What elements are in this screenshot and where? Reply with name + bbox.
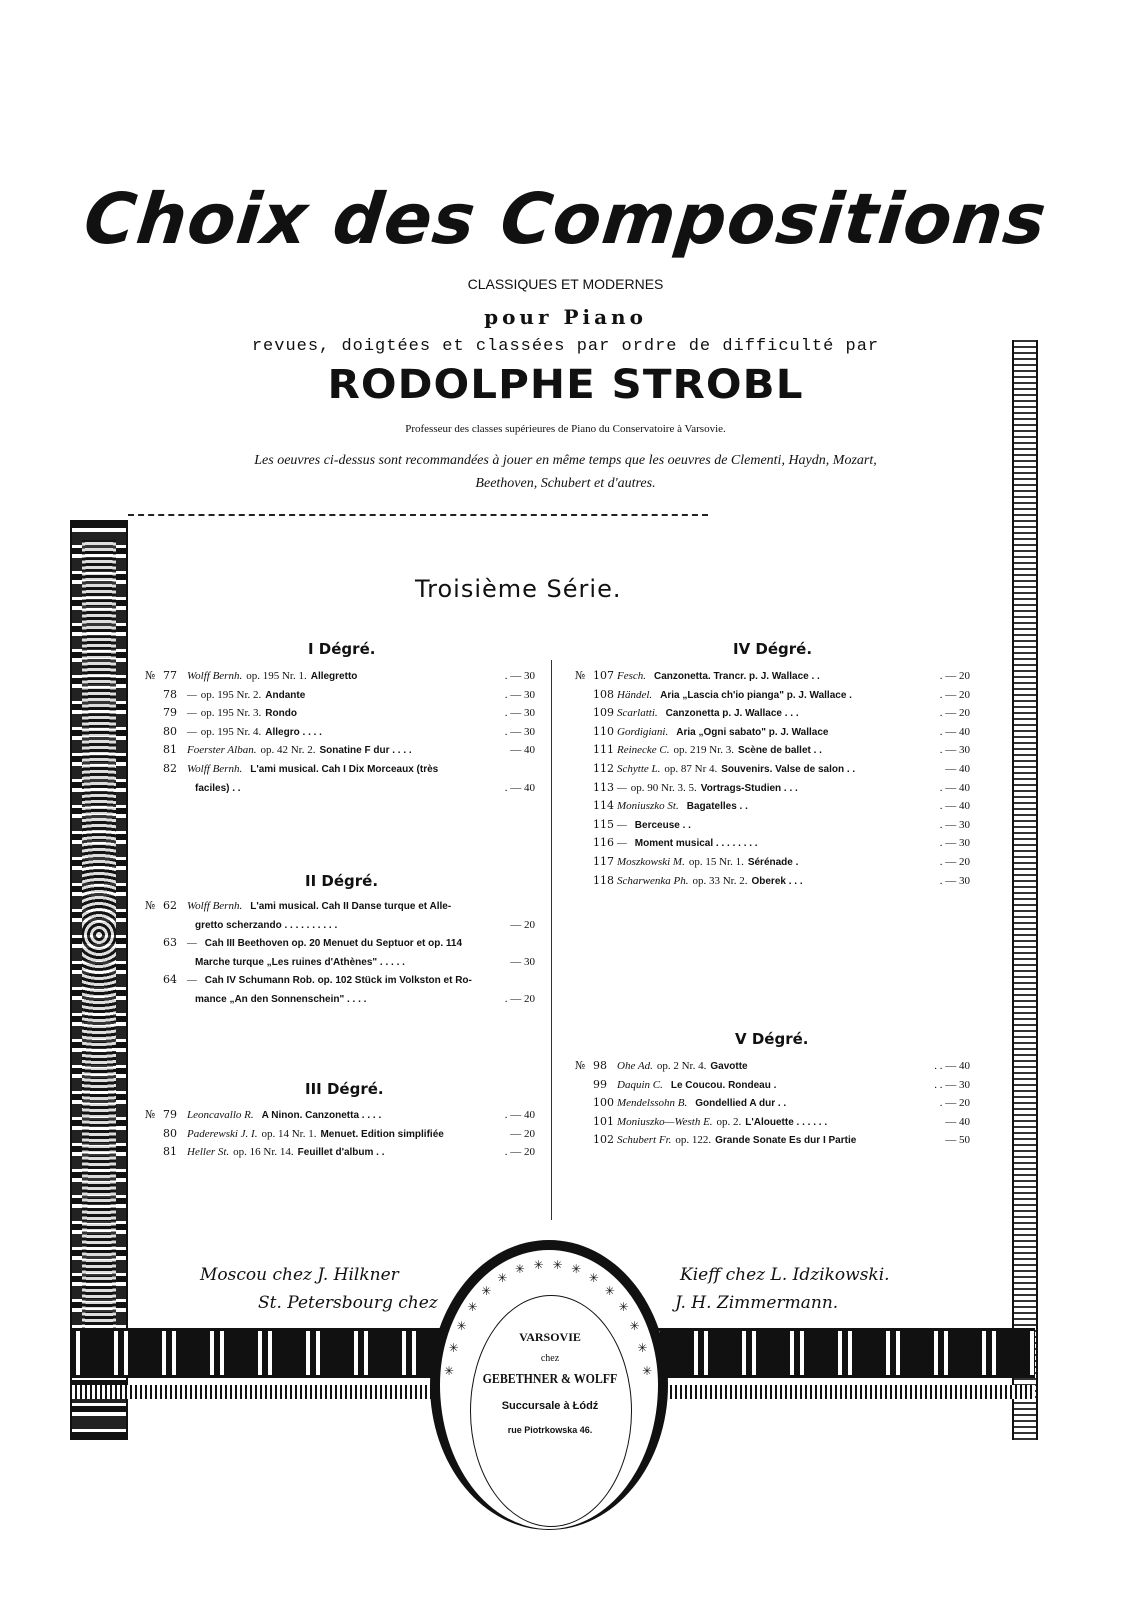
star-icon: ✳ bbox=[604, 1283, 615, 1298]
list-item-continuation bbox=[145, 953, 535, 972]
entry-composer: Schubert Fr. bbox=[617, 1134, 672, 1147]
entry-opus: op. 122. bbox=[675, 1134, 712, 1147]
entry-title: A Ninon. Canzonetta . . . . bbox=[261, 1110, 382, 1121]
entry-number: 98 bbox=[593, 1059, 607, 1072]
entry-price: . — 20 bbox=[939, 1097, 970, 1110]
entry-number: 112 bbox=[593, 761, 614, 775]
entry-title: Feuillet d'album . . bbox=[297, 1147, 385, 1159]
entry-price: . — 40 bbox=[939, 781, 970, 794]
degree-heading-5: V Dégré. bbox=[735, 1030, 809, 1048]
list-item bbox=[575, 723, 970, 742]
entry-number: 107 bbox=[593, 669, 614, 682]
entry-price: . — 40 bbox=[939, 800, 970, 813]
entry-composer: Moniuszko St. bbox=[617, 800, 679, 813]
list-item bbox=[145, 704, 535, 723]
entry-number: 81 bbox=[163, 1145, 177, 1159]
entry-title: Souvenirs. Valse de salon . . bbox=[721, 763, 856, 775]
entry-price: . — 20 bbox=[504, 1146, 535, 1159]
entry-no-sign: № bbox=[145, 1108, 156, 1121]
entry-price: . — 30 bbox=[939, 874, 970, 887]
entry-composer: Heller St. bbox=[187, 1146, 230, 1159]
entry-no-sign: № bbox=[575, 1059, 586, 1072]
entry-title: Menuet. Edition simplifiée bbox=[320, 1128, 444, 1140]
entry-title: Vortrags-Studien . . . bbox=[700, 782, 798, 794]
instrument-line: pour Piano bbox=[484, 305, 647, 329]
entry-number: 79 bbox=[163, 706, 177, 720]
entry-title: Allegretto bbox=[310, 671, 358, 682]
entry-no-sign: № bbox=[145, 899, 156, 912]
entry-number: 118 bbox=[593, 873, 614, 887]
entry-composer: — bbox=[187, 974, 197, 987]
entry-price: . — 20 bbox=[504, 992, 535, 1005]
entry-composer: — bbox=[617, 781, 627, 794]
left-border-pattern bbox=[82, 540, 116, 1330]
entry-price: — 30 bbox=[510, 955, 535, 968]
star-icon: ✳ bbox=[497, 1270, 508, 1285]
entry-number: 117 bbox=[593, 854, 614, 868]
entry-price: . — 20 bbox=[939, 688, 970, 701]
entry-opus: op. 16 Nr. 14. bbox=[233, 1146, 294, 1159]
list-item bbox=[575, 816, 970, 835]
entry-opus: op. 15 Nr. 1. bbox=[688, 855, 744, 868]
entry-composer: Reinecke C. bbox=[617, 744, 670, 757]
entry-opus: op. 195 Nr. 2. bbox=[200, 688, 262, 701]
entry-price: . — 30 bbox=[504, 670, 535, 682]
entry-title-continued: gretto scherzando . . . . . . . . . . bbox=[195, 919, 338, 931]
entry-number: 64 bbox=[163, 973, 177, 987]
recommendation-line-1: Les oeuvres ci-dessus sont recommandées à jouer en même temps que les oeuvres de Clementi, Haydn, Mozart, bbox=[254, 453, 877, 468]
entry-price: . — 40 bbox=[504, 1109, 535, 1121]
degree-list-2 bbox=[145, 897, 535, 1009]
publisher-kiev: Kieff chez L. Idzikowski. bbox=[680, 1265, 890, 1285]
entry-price: — 40 bbox=[510, 744, 535, 757]
column-divider bbox=[551, 660, 552, 1220]
degree-list-3 bbox=[145, 1106, 535, 1162]
star-icon: ✳ bbox=[481, 1283, 492, 1298]
entry-price: . — 30 bbox=[939, 837, 970, 850]
entry-title: L'Alouette . . . . . . bbox=[745, 1116, 828, 1128]
degree-list-5 bbox=[575, 1057, 970, 1150]
entry-price: — 50 bbox=[945, 1134, 970, 1147]
entry-price: — 20 bbox=[510, 1127, 535, 1140]
entry-price: . — 20 bbox=[939, 707, 970, 720]
medallion-chez: chez bbox=[540, 1353, 560, 1364]
bottom-stripe-right bbox=[650, 1385, 1035, 1399]
entry-composer: — bbox=[617, 818, 627, 831]
entry-number: 78 bbox=[163, 687, 177, 701]
entry-number: 111 bbox=[593, 743, 614, 757]
entry-title: Gavotte bbox=[710, 1061, 748, 1072]
list-item bbox=[145, 971, 535, 990]
bottom-stripe-left bbox=[70, 1385, 450, 1399]
entry-opus: op. 87 Nr 4. bbox=[664, 762, 718, 775]
list-item bbox=[145, 723, 535, 742]
entry-number: 62 bbox=[163, 899, 177, 912]
star-icon: ✳ bbox=[641, 1363, 652, 1378]
list-item-continuation bbox=[145, 916, 535, 935]
entry-price: . — 30 bbox=[504, 707, 535, 720]
entry-composer: — bbox=[187, 707, 197, 720]
list-item bbox=[145, 741, 535, 760]
entry-composer: — bbox=[187, 688, 197, 701]
list-item-continuation bbox=[145, 990, 535, 1009]
entry-composer: — bbox=[187, 937, 197, 950]
entry-opus: op. 90 Nr. 3. 5. bbox=[630, 781, 697, 794]
list-item bbox=[575, 872, 970, 891]
publisher-petersburg: St. Petersbourg chez bbox=[258, 1293, 438, 1313]
entry-title: Sérénade . bbox=[747, 856, 799, 868]
entry-composer: Scarlatti. bbox=[617, 707, 658, 720]
entry-number: 109 bbox=[593, 706, 614, 720]
entry-opus: op. 33 Nr. 2. bbox=[692, 874, 748, 887]
recommendation-line-2: Beethoven, Schubert et d'autres. bbox=[475, 476, 656, 491]
author-role: Professeur des classes supérieures de Piano du Conservatoire à Varsovie. bbox=[405, 423, 726, 435]
star-icon: ✳ bbox=[456, 1319, 467, 1334]
entry-composer: Wolff Bernh. bbox=[187, 762, 243, 775]
entry-number: 115 bbox=[593, 817, 614, 831]
entry-composer: Ohe Ad. bbox=[617, 1060, 653, 1072]
list-item bbox=[575, 1057, 970, 1076]
medallion-address: rue Piotrkowska 46. bbox=[507, 1425, 593, 1435]
series-title: Troisième Série. bbox=[415, 575, 622, 603]
entry-number: 114 bbox=[593, 799, 614, 813]
entry-composer: Wolff Bernh. bbox=[187, 900, 243, 912]
entry-number: 110 bbox=[593, 724, 614, 738]
entry-composer: — bbox=[617, 837, 627, 850]
entry-no-sign: № bbox=[575, 669, 586, 682]
entry-no-sign: № bbox=[145, 669, 156, 682]
entry-composer: Schytte L. bbox=[617, 762, 661, 775]
list-item bbox=[575, 760, 970, 779]
entry-price: . — 30 bbox=[939, 818, 970, 831]
entry-number: 77 bbox=[163, 669, 177, 682]
list-item bbox=[575, 1076, 970, 1095]
entry-number: 80 bbox=[163, 1126, 177, 1140]
star-icon: ✳ bbox=[514, 1262, 525, 1277]
top-ornamental-rule bbox=[128, 514, 708, 516]
entry-price: — 40 bbox=[945, 1115, 970, 1128]
degree-heading-3: III Dégré. bbox=[305, 1080, 384, 1098]
entry-opus: op. 2 Nr. 4. bbox=[656, 1060, 707, 1072]
entry-composer: Foerster Alban. bbox=[187, 744, 257, 757]
entry-composer: Händel. bbox=[617, 688, 653, 701]
list-item bbox=[575, 779, 970, 798]
entry-number: 102 bbox=[593, 1133, 614, 1147]
entry-title: Allegro . . . . bbox=[265, 726, 322, 738]
list-item bbox=[575, 797, 970, 816]
list-item bbox=[575, 686, 970, 705]
entry-title: Cah IV Schumann Rob. op. 102 Stück im Volkston et Ro- bbox=[204, 975, 472, 987]
entry-title: Gondellied A dur . . bbox=[695, 1098, 787, 1110]
entry-title: Aria „Ogni sabato" p. J. Wallace bbox=[676, 726, 829, 738]
entry-number: 80 bbox=[163, 724, 177, 738]
list-item bbox=[575, 1131, 970, 1150]
entry-number: 100 bbox=[593, 1096, 614, 1110]
list-item bbox=[145, 1125, 535, 1144]
entry-title: Scène de ballet . . bbox=[738, 745, 822, 757]
entry-composer: — bbox=[187, 725, 197, 738]
entry-title: L'ami musical. Cah I Dix Morceaux (très bbox=[250, 763, 439, 775]
entry-opus: op. 195 Nr. 1. bbox=[246, 670, 307, 682]
degree-list-1 bbox=[145, 667, 535, 797]
entry-number: 99 bbox=[593, 1077, 607, 1091]
entry-price: . . — 30 bbox=[934, 1078, 970, 1091]
entry-composer: Mendelssohn B. bbox=[617, 1097, 688, 1110]
list-item bbox=[145, 686, 535, 705]
entry-title: Moment musical . . . . . . . . bbox=[634, 838, 758, 850]
entry-price: . — 30 bbox=[504, 688, 535, 701]
entry-title: Canzonetta. Trancr. p. J. Wallace . . bbox=[654, 671, 820, 682]
entry-title-continued: faciles) . . bbox=[195, 782, 241, 794]
entry-opus: op. 219 Nr. 3. bbox=[673, 744, 735, 757]
list-item bbox=[145, 934, 535, 953]
entry-opus: op. 195 Nr. 3. bbox=[200, 707, 262, 720]
entry-price: — 20 bbox=[510, 918, 535, 931]
entry-number: 82 bbox=[163, 761, 177, 775]
bottom-band-left bbox=[70, 1328, 450, 1378]
revised-line: revues, doigtées et classées par ordre de difficulté par bbox=[251, 337, 880, 356]
star-icon: ✳ bbox=[588, 1270, 599, 1285]
list-item bbox=[575, 834, 970, 853]
entry-price: . — 30 bbox=[504, 725, 535, 738]
list-item bbox=[575, 741, 970, 760]
entry-number: 113 bbox=[593, 780, 614, 794]
entry-title: Bagatelles . . bbox=[686, 801, 748, 813]
author-name: RODOLPHE STROBL bbox=[327, 362, 804, 408]
entry-composer: Moniuszko—Westh E. bbox=[617, 1115, 713, 1128]
star-icon: ✳ bbox=[467, 1299, 478, 1314]
subtitle: CLASSIQUES ET MODERNES bbox=[467, 276, 664, 292]
degree-heading-4: IV Dégré. bbox=[733, 640, 813, 658]
entry-opus: op. 195 Nr. 4. bbox=[200, 725, 262, 738]
entry-composer: Moszkowski M. bbox=[617, 855, 685, 868]
star-icon: ✳ bbox=[629, 1319, 640, 1334]
degree-heading-2: II Dégré. bbox=[305, 872, 379, 890]
entry-title: Sonatine F dur . . . . bbox=[319, 745, 412, 757]
list-item bbox=[145, 897, 535, 916]
entry-opus: op. 2. bbox=[716, 1115, 742, 1128]
degree-list-4 bbox=[575, 667, 970, 890]
entry-title: Rondo bbox=[265, 708, 297, 720]
entry-price: . — 40 bbox=[939, 725, 970, 738]
entry-price: . — 20 bbox=[939, 855, 970, 868]
entry-title: Berceuse . . bbox=[634, 819, 691, 831]
star-icon: ✳ bbox=[618, 1299, 629, 1314]
entry-number: 79 bbox=[163, 1108, 177, 1121]
entry-title: Andante bbox=[265, 689, 306, 701]
entry-title: Canzonetta p. J. Wallace . . . bbox=[665, 708, 799, 720]
list-item bbox=[575, 853, 970, 872]
entry-title: L'ami musical. Cah II Danse turque et Alle- bbox=[250, 901, 452, 912]
list-item bbox=[575, 667, 970, 686]
entry-composer: Scharwenka Ph. bbox=[617, 874, 689, 887]
entry-title-continued: Marche turque „Les ruines d'Athènes" . . . . . bbox=[195, 956, 405, 968]
entry-opus: op. 14 Nr. 1. bbox=[261, 1127, 317, 1140]
right-ornamental-border bbox=[1012, 340, 1038, 1440]
star-icon: ✳ bbox=[637, 1340, 648, 1355]
list-item bbox=[145, 760, 535, 779]
entry-composer: Gordigiani. bbox=[617, 725, 669, 738]
entry-composer: Paderewski J. I. bbox=[187, 1127, 258, 1140]
entry-title: Grande Sonate Es dur I Partie bbox=[715, 1135, 857, 1147]
star-icon: ✳ bbox=[571, 1262, 582, 1277]
list-item-continuation bbox=[145, 779, 535, 798]
entry-price: . — 20 bbox=[939, 670, 970, 682]
medallion-branch: Succursale à Łódź bbox=[501, 1400, 599, 1412]
entry-number: 101 bbox=[593, 1114, 614, 1128]
entry-composer: Fesch. bbox=[617, 670, 647, 682]
entry-title: Oberek . . . bbox=[751, 875, 803, 887]
list-item bbox=[145, 1143, 535, 1162]
page-title: Choix des Compositions bbox=[80, 178, 1051, 260]
entry-number: 81 bbox=[163, 743, 177, 757]
star-icon: ✳ bbox=[533, 1257, 544, 1272]
publisher-moscow: Moscou chez J. Hilkner bbox=[200, 1265, 399, 1285]
list-item bbox=[145, 667, 535, 686]
list-item bbox=[575, 1113, 970, 1132]
entry-title: Cah III Beethoven op. 20 Menuet du Septuor et op. 114 bbox=[204, 938, 463, 950]
entry-composer: Wolff Bernh. bbox=[187, 670, 243, 682]
degree-heading-1: I Dégré. bbox=[308, 640, 376, 658]
entry-composer: Daquin C. bbox=[617, 1078, 663, 1091]
medallion-city: VARSOVIE bbox=[519, 1330, 581, 1344]
star-icon: ✳ bbox=[448, 1340, 459, 1355]
star-icon: ✳ bbox=[444, 1363, 455, 1378]
list-item bbox=[145, 1106, 535, 1125]
entry-number: 63 bbox=[163, 936, 177, 950]
entry-price: . — 30 bbox=[939, 744, 970, 757]
star-icon: ✳ bbox=[552, 1257, 563, 1272]
bottom-band-right bbox=[650, 1328, 1035, 1378]
entry-composer: Leoncavallo R. bbox=[187, 1109, 254, 1121]
list-item bbox=[575, 1094, 970, 1113]
entry-number: 116 bbox=[593, 836, 614, 850]
entry-number: 108 bbox=[593, 687, 614, 701]
entry-price: — 40 bbox=[945, 762, 970, 775]
medallion-house: GEBETHNER & WOLFF bbox=[482, 1372, 618, 1387]
list-item bbox=[575, 704, 970, 723]
entry-title: Aria „Lascia ch'io pianga" p. J. Wallace . bbox=[660, 689, 852, 701]
entry-title-continued: mance „An den Sonnenschein" . . . . bbox=[195, 993, 367, 1005]
entry-opus: op. 42 Nr. 2. bbox=[260, 744, 316, 757]
entry-title: Le Coucou. Rondeau . bbox=[670, 1079, 777, 1091]
publisher-zimmermann: J. H. Zimmermann. bbox=[675, 1293, 839, 1313]
entry-price: . — 40 bbox=[504, 781, 535, 794]
entry-price: . . — 40 bbox=[934, 1060, 970, 1072]
